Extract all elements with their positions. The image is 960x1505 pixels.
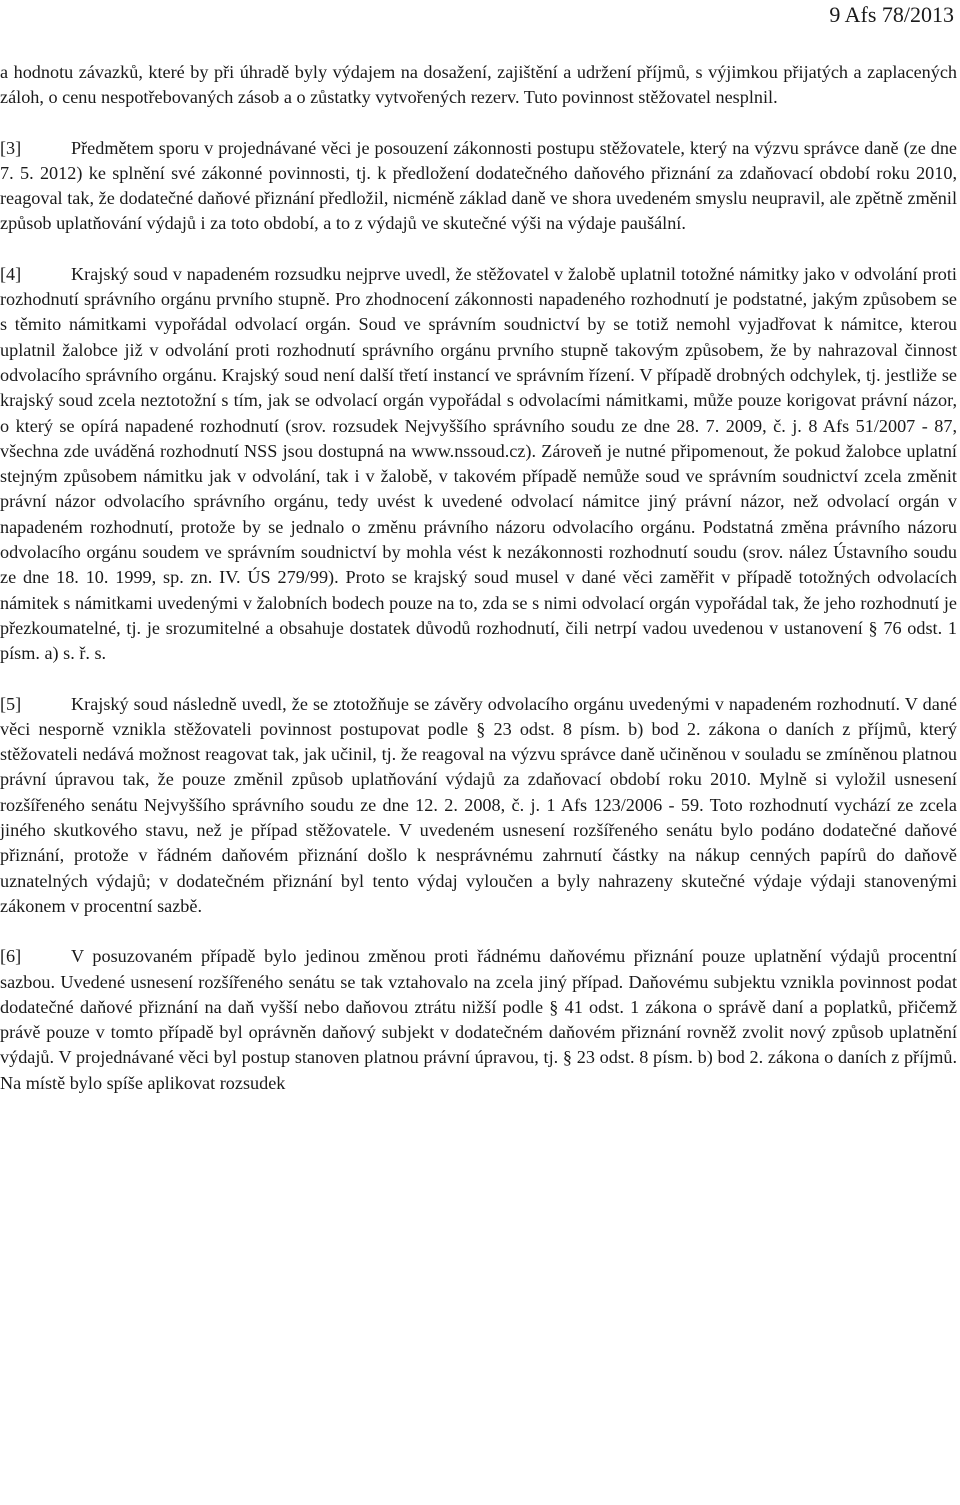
paragraph-text: Krajský soud následně uvedl, že se ztotožňuje se závěry odvolacího orgánu uvedenými v napadeném rozhodnutí. V dané věci nesporně vznikla stěžovateli povinnost postupovat podle § 23 odst. 8 písm. b) bod 2. zákona o daních z příjmů, který stěžovateli nedává možnost reagovat tak, jak učinil, tj. že reagoval na výzvu správce daně učiněnou v souladu se zmíněnou platnou právní úpravou tak, že pouze změnil způsob uplatňování výdajů za zdaňovací období roku 2010. Mylně si vyložil usnesení rozšířeného senátu Nejvyššího správního soudu ze dne 12. 2. 2008, č. j. 1 Afs 123/2006 - 59. Toto rozhodnutí vychází ze zcela jiného skutkového stavu, než je případ stěžovatele. V uvedeném usnesení rozšířeného senátu bylo podáno dodatečné daňové přiznání, protože v řádném daňovém přiznání došlo k nesprávnému zahrnutí částky na nákup cenných papírů do daňově uznatelných výdajů; v dodatečném přiznání byl tento výdaj vyloučen a byly nahrazeny skutečné výdaje výdaji stanovenými zákonem v procentní sazbě. — [0, 693, 957, 916]
paragraph-5 — [0, 692, 957, 920]
document-body — [0, 60, 957, 1121]
paragraph-continuation — [0, 60, 957, 111]
paragraph-number: [4] — [0, 263, 22, 284]
paragraph-6 — [0, 944, 957, 1096]
paragraph-4 — [0, 262, 957, 667]
paragraph-number: [5] — [0, 693, 22, 714]
paragraph-number: [6] — [0, 946, 22, 967]
paragraph-text: V posuzovaném případě bylo jedinou změnou proti řádnému daňovému přiznání pouze uplatnění výdajů procentní sazbou. Uvedené usnesení rozšířeného senátu se tak vztahovalo na zcela jiný případ. Daňovému subjektu vznikla povinnost podat dodatečné daňové přiznání na daň vyšší nebo daňovou ztrátu nižší podle § 41 odst. 1 zákona o správě daní a poplatků, přičemž právě pouze v tomto případě byl oprávněn daňový subjekt v dodatečném daňovém přiznání rovněž zvolit nový způsob uplatnění výdajů. V projednávané věci byl postup stanoven platnou právní úpravou, tj. § 23 odst. 8 písm. b) bod 2. zákona o daních z příjmů. Na místě bylo spíše aplikovat rozsudek — [0, 946, 957, 1093]
paragraph-text: Krajský soud v napadeném rozsudku nejprve uvedl, že stěžovatel v žalobě uplatnil totožné námitky jako v odvolání proti rozhodnutí správního orgánu prvního stupně. Pro zhodnocení zákonnosti napadeného rozhodnutí je podstatné, jakým způsobem se s těmito námitkami vypořádal odvolací orgán. Soud ve správním soudnictví by se totiž nemohl vyjadřovat k námitce, kterou uplatnil žalobce již v odvolání proti rozhodnutí správního orgánu prvního stupně takovým způsobem, že by nahrazoval činnost odvolacího správního orgánu. Krajský soud není další třetí instancí ve správním řízení. V případě drobných odchylek, tj. jestliže se krajský soud zcela neztotožní s tím, jak se odvolací orgán vypořádal s odvolacími námitkami, může pouze korigovat právní názor, o který se opírá napadené rozhodnutí (srov. rozsudek Nejvyššího správního soudu ze dne 28. 7. 2009, č. j. 8 Afs 51/2007 - 87, všechna zde uváděná rozhodnutí NSS jsou dostupná na www.nssoud.cz). Zároveň je nutné připomenout, že pokud žalobce uplatní stejným způsobem námitku jak v odvolání, tak i v žalobě, v takovém případě nemůže soud ve správním soudnictví zcela změnit právní názor odvolacího správního orgánu, tedy uvést k uvedené odvolací námitce jiný právní názor, než odvolací orgán v napadeném rozhodnutí, protože by se jednalo o změnu právního názoru odvolacího orgánu. Podstatná změna právního názoru odvolacího orgánu soudem ve správním soudnictví by mohla vést k nezákonnosti rozhodnutí soudu (srov. nález Ústavního soudu ze dne 18. 10. 1999, sp. zn. IV. ÚS 279/99). Proto se krajský soud musel v dané věci zaměřit v případě totožných odvolacích námitek s námitkami uvedenými v žalobních bodech pouze na to, zda se s nimi odvolací orgán vypořádal tak, že jeho rozhodnutí je přezkoumatelné, tj. je srozumitelné a obsahuje dostatek důvodů rozhodnutí, čili netrpí vadou uvedenou v ustanovení § 76 odst. 1 písm. a) s. ř. s. — [0, 263, 957, 664]
paragraph-text: a hodnotu závazků, které by při úhradě byly výdajem na dosažení, zajištění a udržení příjmů, s výjimkou přijatých a zaplacených záloh, o cenu nespotřebovaných zásob a o zůstatky vytvořených rezerv. Tuto povinnost stěžovatel nesplnil. — [0, 62, 957, 108]
case-number: 9 Afs 78/2013 — [829, 2, 954, 27]
paragraph-number: [3] — [0, 137, 22, 158]
paragraph-3 — [0, 136, 957, 237]
paragraph-text: Předmětem sporu v projednávané věci je posouzení zákonnosti postupu stěžovatele, který na výzvu správce daně (ze dne 7. 5. 2012) ke splnění své zákonné povinnosti, tj. k předložení dodatečného daňového přiznání za zdaňovací období roku 2010, reagoval tak, že dodatečné daňové přiznání předložil, nicméně základ daně ve shora uvedeném smyslu neupravil, ale zpětně změnil způsob uplatňování výdajů i za toto období, a to z výdajů ve skutečné výši na výdaje paušální. — [0, 137, 957, 234]
